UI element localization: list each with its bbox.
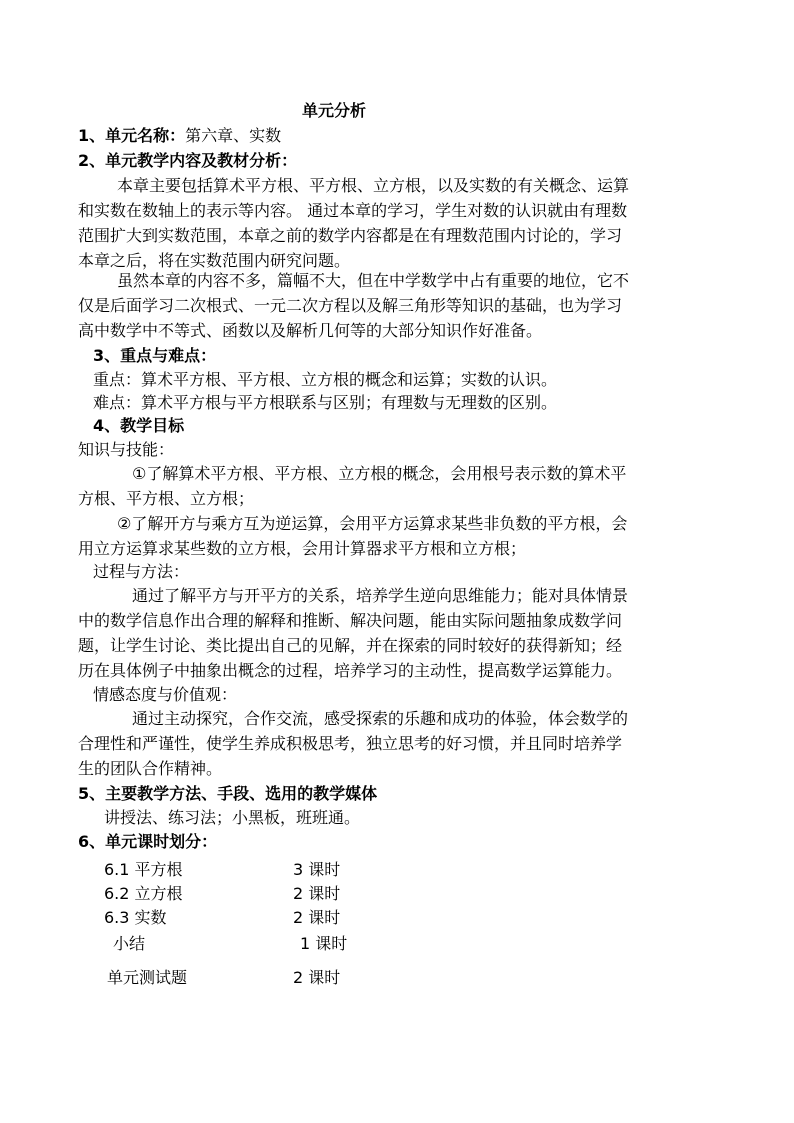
section-2-heading: 2、单元教学内容及教材分析： xyxy=(78,151,298,170)
key-points: 重点：算术平方根、平方根、立方根的概念和运算；实数的认识。 xyxy=(93,370,558,389)
analysis-line: 虽然本章的内容不多，篇幅不大，但在中学数学中占有重要的地位，它不 xyxy=(117,271,630,290)
knowledge-line: 方根、平方根、立方根； xyxy=(78,489,255,508)
emotion-line: 生的团队合作精神。 xyxy=(78,759,223,778)
emotion-line: 合理性和严谨性，使学生养成积极思考，独立思考的好习惯，并且同时培养学 xyxy=(78,734,623,753)
process-line: 历在具体例子中抽象出概念的过程，培养学习的主动性，提高数学运算能力。 xyxy=(78,661,623,680)
analysis-line: 高中数学中不等式、函数以及解析几何等的大部分知识作好准备。 xyxy=(78,321,543,340)
emotion-label: 情感态度与价值观： xyxy=(93,685,238,704)
section-6-heading: 6、单元课时划分： xyxy=(78,832,218,851)
section-5-heading: 5、主要教学方法、手段、选用的教学媒体 xyxy=(78,784,378,803)
knowledge-label: 知识与技能： xyxy=(78,440,175,459)
process-line: 通过了解平方与开平方的关系，培养学生逆向思维能力；能对具体情景 xyxy=(132,586,629,605)
section-3-heading: 3、重点与难点： xyxy=(93,346,217,365)
emotion-line: 通过主动探究，合作交流，感受探索的乐趣和成功的体验，体会数学的 xyxy=(132,709,629,728)
schedule-item-hours: 1 课时 xyxy=(300,934,348,953)
analysis-line: 和实数在数轴上的表示等内容。 通过本章的学习，学生对数的认识就由有理数 xyxy=(78,201,628,220)
analysis-line: 本章主要包括算术平方根、平方根、立方根，以及实数的有关概念、运算 xyxy=(117,176,630,195)
process-line: 中的数学信息作出合理的解释和推断、解决问题，能由实际问题抽象成数学问 xyxy=(78,611,623,630)
teaching-methods: 讲授法、练习法；小黑板，班班通。 xyxy=(104,808,361,827)
analysis-line: 仅是后面学习二次根式、一元二次方程以及解三角形等知识的基础，也为学习 xyxy=(78,296,623,315)
schedule-item-name: 6.2 立方根 xyxy=(104,884,183,903)
unit-name: 第六章、实数 xyxy=(185,126,282,145)
schedule-item-name: 6.1 平方根 xyxy=(104,860,183,879)
schedule-item-name: 小结 xyxy=(113,934,146,953)
page-title: 单元分析 xyxy=(302,101,367,120)
schedule-item-name: 单元测试题 xyxy=(107,968,188,987)
schedule-item-hours: 2 课时 xyxy=(293,968,341,987)
process-label: 过程与方法： xyxy=(93,562,190,581)
analysis-line: 范围扩大到实数范围，本章之前的数学内容都是在有理数范围内讨论的，学习 xyxy=(78,226,623,245)
schedule-item-name: 6.3 实数 xyxy=(104,908,167,927)
section-1-heading: 1、单元名称： xyxy=(78,126,186,145)
analysis-line: 本章之后，将在实数范围内研究问题。 xyxy=(78,251,351,270)
section-1 xyxy=(78,126,281,146)
process-line: 题，让学生讨论、类比提出自己的见解，并在探索的同时较好的获得新知；经 xyxy=(78,636,623,655)
knowledge-line: ①了解算术平方根、平方根、立方根的概念，会用根号表示数的算术平 xyxy=(132,464,627,483)
schedule-item-hours: 3 课时 xyxy=(293,860,341,879)
schedule-item-hours: 2 课时 xyxy=(293,908,341,927)
difficult-points: 难点：算术平方根与平方根联系与区别；有理数与无理数的区别。 xyxy=(93,393,558,412)
schedule-item-hours: 2 课时 xyxy=(293,884,341,903)
knowledge-line: ②了解开方与乘方互为逆运算，会用平方运算求某些非负数的平方根，会 xyxy=(117,514,628,533)
section-4-heading: 4、教学目标 xyxy=(93,416,185,435)
knowledge-line: 用立方运算求某些数的立方根，会用计算器求平方根和立方根； xyxy=(78,539,527,558)
